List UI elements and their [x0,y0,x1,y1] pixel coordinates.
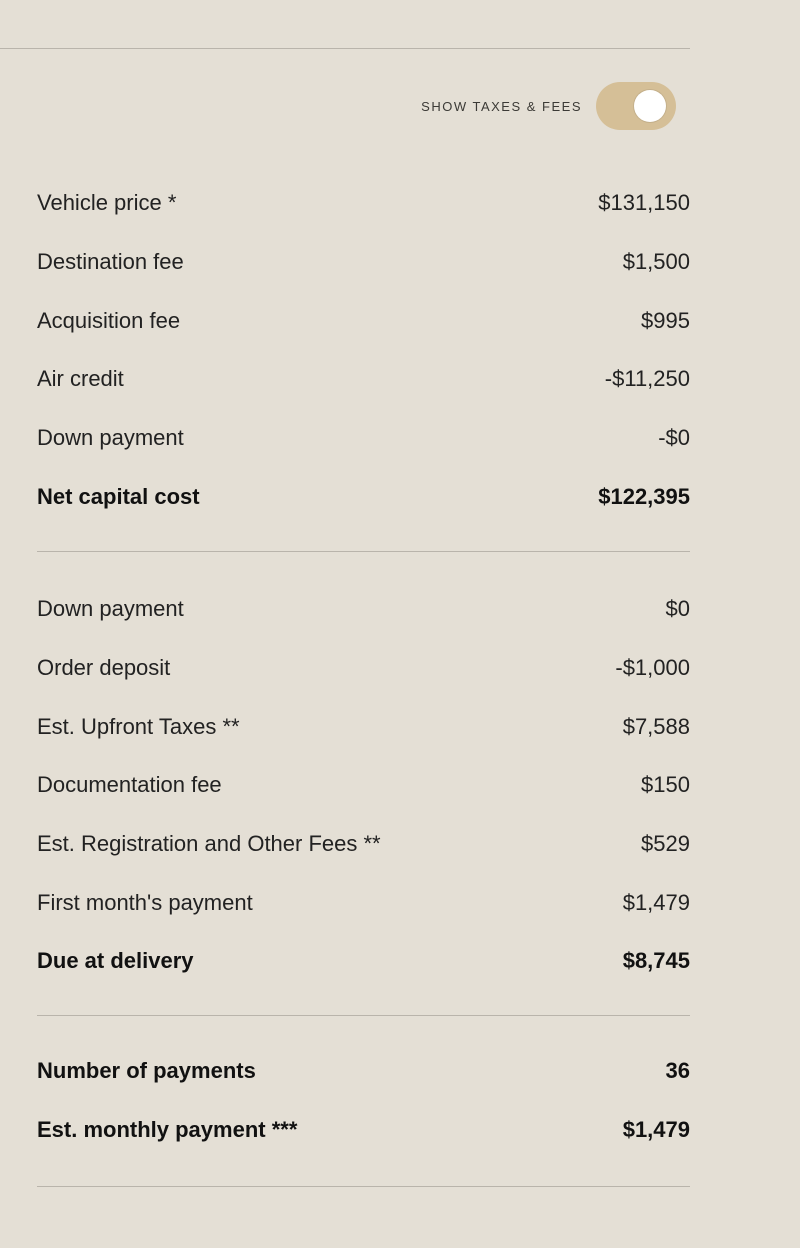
number-of-payments-row [37,1042,690,1101]
line-item-label: Est. Upfront Taxes ** [37,713,240,739]
line-item-label: Destination fee [37,249,184,275]
payments-section [37,1042,690,1159]
net-capital-cost-total [37,467,690,526]
line-item-label: Down payment [37,596,184,622]
total-label: Due at delivery [37,948,194,974]
line-item-value: $150 [641,772,690,798]
line-item-order-deposit [37,639,690,698]
taxes-fees-toggle-row [421,82,676,130]
section-divider [37,1015,690,1016]
line-item-value: -$0 [658,425,690,451]
total-value: $8,745 [622,948,690,974]
line-item-value: -$1,000 [615,655,690,681]
bottom-divider [37,1186,690,1187]
line-item-label: Documentation fee [37,772,222,798]
line-item-down-payment [37,580,690,639]
line-item-value: $1,479 [622,1117,690,1143]
section-divider [37,551,690,552]
capital-cost-section [37,174,690,526]
line-item-label: Air credit [37,366,124,392]
line-item-vehicle-price [37,174,690,233]
line-item-label: First month's payment [37,889,253,915]
line-item-value: $1,500 [622,249,690,275]
top-divider [0,48,690,49]
line-item-value: 36 [665,1058,690,1084]
line-item-first-month-payment [37,873,690,932]
toggle-label: SHOW TAXES & FEES [421,98,582,114]
due-at-delivery-section [37,580,690,991]
line-item-value: $7,588 [622,713,690,739]
line-item-value: $131,150 [598,190,690,216]
line-item-value: $0 [665,596,690,622]
toggle-knob [634,90,666,122]
line-item-label: Order deposit [37,655,171,681]
total-value: $122,395 [598,483,690,509]
line-item-destination-fee [37,233,690,292]
line-item-value: -$11,250 [604,366,690,392]
line-item-label: Number of payments [37,1058,256,1084]
line-item-value: $529 [641,831,690,857]
line-item-label: Est. Registration and Other Fees ** [37,831,381,857]
line-item-down-payment [37,409,690,468]
total-label: Net capital cost [37,483,200,509]
line-item-value: $1,479 [622,889,690,915]
show-taxes-fees-toggle[interactable] [596,82,676,130]
line-item-upfront-taxes [37,697,690,756]
line-item-label: Acquisition fee [37,307,181,333]
line-item-air-credit [37,350,690,409]
due-at-delivery-total [37,932,690,991]
line-item-value: $995 [641,307,690,333]
line-item-acquisition-fee [37,291,690,350]
line-item-registration-fees [37,815,690,874]
line-item-label: Est. monthly payment *** [37,1117,298,1143]
monthly-payment-row [37,1101,690,1160]
line-item-documentation-fee [37,756,690,815]
line-item-label: Down payment [37,425,184,451]
line-item-label: Vehicle price * [37,190,177,216]
